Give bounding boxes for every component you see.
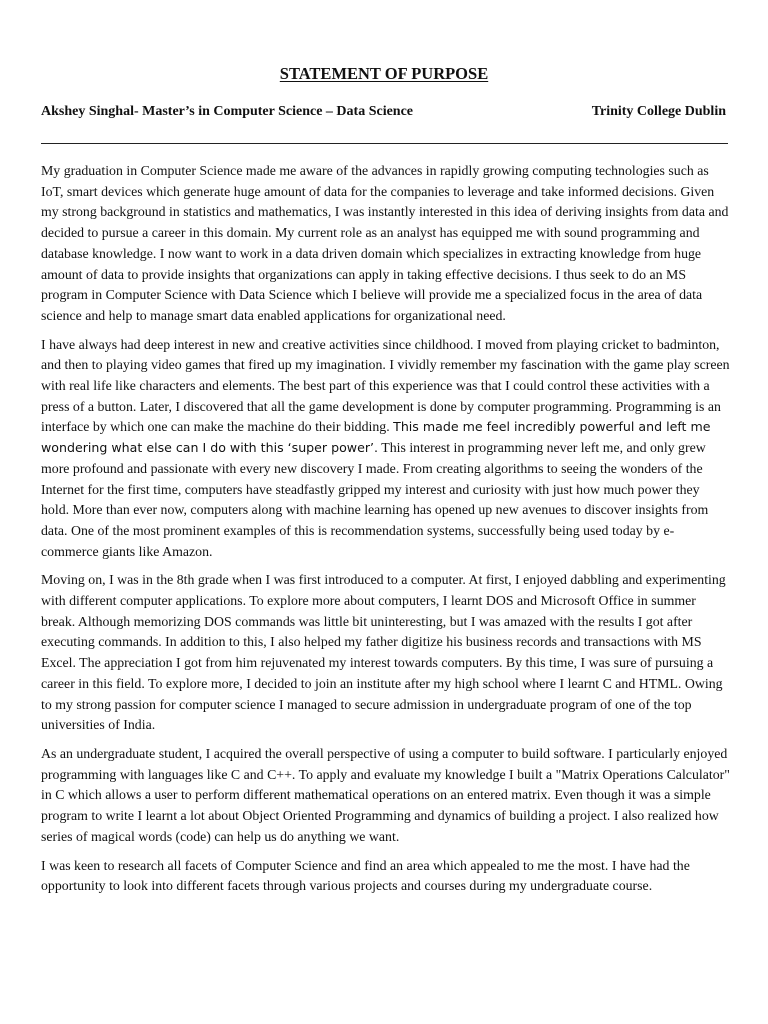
paragraph-5: I was keen to research all facets of Computer Science and find an area which appealed to me the most. I have had the opportunity to look into different facets through various projects and courses during my undergraduate course.: [41, 857, 690, 894]
paragraph-2-part-3: This interest in programming never left me, and only grew more profound and passionate with every new discovery I made. From creating algorithms to seeing the wonders of the Internet for the first time, computers have steadfastly gripped my interest and curiosity with just how much power they hold. More than ever now, computers along with machine learning has opened up new avenues to discover insights from data. One of the most prominent examples of this is recommendation systems, successfully being used today by e-commerce giants like Amazon.: [41, 440, 709, 559]
author-program: Akshey Singhal- Master’s in Computer Science – Data Science: [41, 104, 414, 119]
institution-name: Trinity College Dublin: [591, 104, 726, 119]
paragraph-2-part-1: I have always had deep interest in new and creative activities since childhood. I moved from playing cricket to badminton, and then to playing video games that fired up my imagination. I vividly remember my fascination with the game play screen with real life like characters and elements. The best part of this experience was that I could control these activities with a press of a button. Later, I discovered that all the game development is done by computer programming. Programming is an interface by which one can make the machine do their bidding.: [41, 336, 730, 435]
page-title: STATEMENT OF PURPOSE: [279, 64, 489, 83]
paragraph-2: [41, 335, 731, 563]
document-body: [41, 161, 731, 905]
paragraph-2-part-2: This made me feel incredibly powerful and left me wondering what else can I do with this ‘super power’.: [41, 419, 711, 456]
paragraph-4: As an undergraduate student, I acquired the overall perspective of using a computer to build software. I particularly enjoyed programming with languages like C and C++. To apply and evaluate my knowledge I built a "Matrix Operations Calculator" in C which allows a user to perform different mathematical operations on an entered matrix. Even though it was a simple program to write I learnt a lot about Object Oriented Programming and dynamics of building a project. I also realized how series of magical words (code) can help us do anything we want.: [41, 745, 730, 844]
paragraph-3: Moving on, I was in the 8th grade when I was first introduced to a computer. At first, I enjoyed dabbling and experimenting with different computer applications. To explore more about computers, I learnt DOS and Microsoft Office in summer break. Although memorizing DOS commands was little bit uninteresting, but I was amazed with the results I got after executing commands. In addition to this, I also helped my father digitize his business records and transactions with MS Excel. The appreciation I got from him rejuvenated my interest towards computers. By this time, I was sure of pursuing a career in this field. To explore more, I decided to join an institute after my high school where I learnt C and HTML. Owing to my strong passion for computer science I managed to secure admission in undergraduate program of one of the top universities of India.: [41, 572, 726, 733]
horizontal-divider: [41, 143, 728, 144]
paragraph-1: My graduation in Computer Science made me aware of the advances in rapidly growing computing technologies such as IoT, smart devices which generate huge amount of data for the companies to leverage and take informed decisions. Given my strong background in statistics and mathematics, I was instantly interested in this idea of deriving insights from data and decided to pursue a career in this domain. My current role as an analyst has equipped me with sound programming and database knowledge. I now want to work in a data driven domain which specializes in extracting knowledge from huge amount of data to provide insights that organizations can apply in taking effective decisions. I thus seek to do an MS program in Computer Science with Data Science which I believe will provide me a specialized focus in the area of data science and help to manage smart data enabled applications for organizational need.: [41, 163, 729, 323]
subheading: [41, 104, 726, 120]
